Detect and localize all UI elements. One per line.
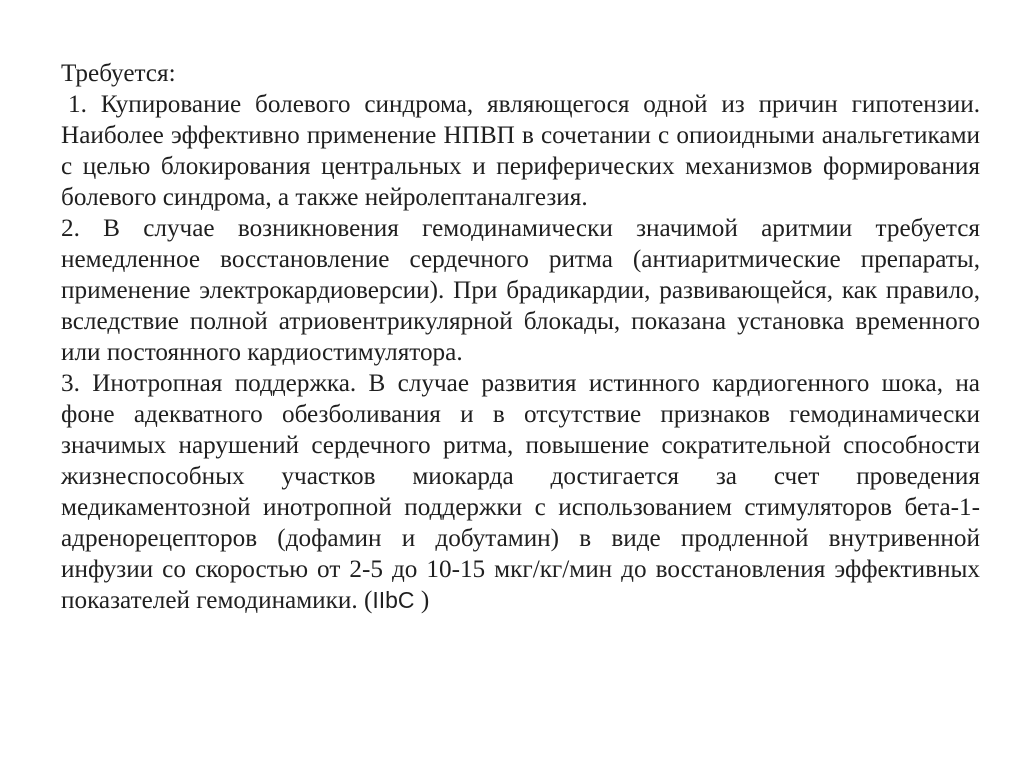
item-2-text: 2. В случае возникновения гемодинамически значимой аритмии требуется немедленное восстановление сердечного ритма (антиаритмические препараты, применение электрокардиоверсии). При брадикардии, развивающейся, как правило, вследствие полной атриовентрикулярной блокады, показана установка временного или постоянного кардиостимулятора. xyxy=(61,215,980,366)
heading: Требуется: xyxy=(61,60,176,87)
item-3-paragraph xyxy=(61,368,980,616)
item-1-text: 1. Купирование болевого синдрома, являющегося одной из причин гипотензии. Наиболее эффективно применение НПВП в сочетании с опиоидными анальгетиками с целью блокирования центральных и периферических механизмов формирования болевого синдрома, а также нейролептаналгезия. xyxy=(61,91,980,211)
item-3-text: 3. Инотропная поддержка. В случае развития истинного кардиогенного шока, на фоне адекватного обезболивания и в отсутствие признаков гемодинамически значимых нарушений сердечного ритма, повышение сократительной способности жизнеспособных участков миокарда достигается за счет проведения медикаментозной инотропной поддержки с использованием стимуляторов бета-1-адренорецепторов (дофамин и добутамин) в виде продленной внутривенной инфузии со скоростью от 2-5 до 10-15 мкг/кг/мин до восстановления эффективных показателей гемодинамики. ( xyxy=(61,370,980,614)
closing-paren: ) xyxy=(414,587,430,614)
evidence-grade: IIbC xyxy=(372,587,415,613)
